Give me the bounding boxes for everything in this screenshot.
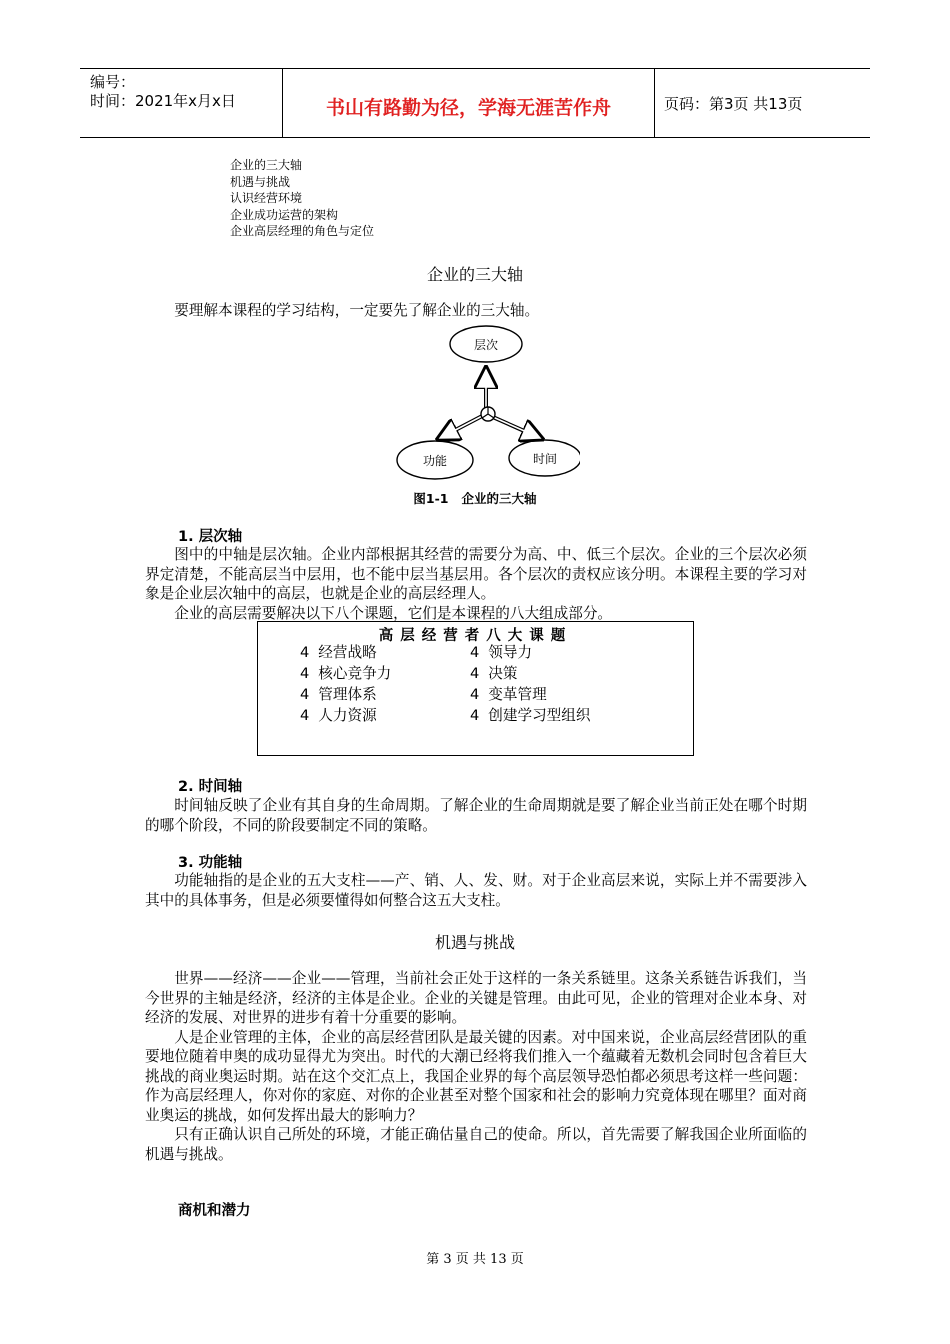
header-page-cell — [655, 69, 870, 137]
toc-item: 机遇与挑战 — [230, 174, 291, 189]
axis3-body — [145, 871, 807, 910]
heading-time-axis: 2. 时间轴 — [178, 779, 243, 795]
axis-line — [442, 414, 486, 437]
topic-item: 4 领导力 — [470, 644, 533, 661]
table-of-contents — [230, 157, 374, 240]
bullet-icon: 4 — [470, 707, 480, 724]
topic-item: 4 经营战略 — [300, 644, 377, 661]
topic-item: 4 变革管理 — [470, 686, 547, 703]
header-page-info: 页码：第3页 共13页 — [664, 95, 803, 113]
page-header — [80, 68, 870, 138]
header-slogan-cell — [283, 69, 655, 137]
topic-item: 4 创建学习型组织 — [470, 707, 591, 724]
paragraph: 功能轴指的是企业的五大支柱——产、销、人、发、财。对于企业高层来说，实际上并不需要涉入其中的具体事务，但是必须要懂得如何整合这五大支柱。 — [145, 872, 807, 909]
axis1-body — [145, 545, 807, 623]
left-node-label: 功能 — [422, 454, 448, 468]
bullet-icon: 4 — [470, 644, 480, 661]
paragraph: 要理解本课程的学习结构，一定要先了解企业的三大轴。 — [174, 302, 540, 319]
toc-item: 企业高层经理的角色与定位 — [230, 224, 375, 238]
topic-item: 4 核心竞争力 — [300, 665, 392, 682]
topic-item: 4 决策 — [470, 665, 518, 682]
paragraph: 企业的高层需要解决以下八个课题，它们是本课程的八大组成部分。 — [174, 604, 613, 622]
page-footer: 第 3 页 共 13 页 — [426, 1252, 524, 1267]
paragraph: 人是企业管理的主体，企业的高层经营团队是最关键的因素。对中国来说，企业高层经营团队的重要地位随着申奥的成功显得尤为突出。时代的大潮已经将我们推入一个蕴藏着无数机会同时包含着巨大挑战的商业奥运时期。站在这个交汇点上，我国企业界的每个高层领导恐怕都必须思考这样一些问题：作为高层经理人，你对你的家庭、对你的企业甚至对整个国家和社会的影响力究竟体现在哪里？面对商业奥运的挑战，如何发挥出最大的影响力？ — [145, 1028, 807, 1124]
paragraph: 图中的中轴是层次轴。企业内部根据其经营的需要分为高、中、低三个层次。企业的三个层次必须界定清楚，不能高层当中层用，也不能中层当基层用。各个层次的责权应该分明。本课程主要的学习对象是企业层次轴中的高层，也就是企业的高层经理人。 — [145, 546, 807, 602]
section2-body — [145, 969, 807, 1164]
heading-function-axis: 3. 功能轴 — [178, 855, 243, 871]
topic-item: 4 人力资源 — [300, 707, 377, 724]
topic-item: 4 管理体系 — [300, 686, 377, 703]
bullet-icon: 4 — [300, 644, 310, 661]
section-title-three-axes: 企业的三大轴 — [426, 265, 523, 284]
right-node-label: 时间 — [532, 452, 558, 466]
bullet-icon: 4 — [300, 665, 310, 682]
bullet-icon: 4 — [300, 707, 310, 724]
bullet-icon: 4 — [470, 665, 480, 682]
paragraph: 只有正确认识自己所处的环境，才能正确估量自己的使命。所以，首先需要了解我国企业所面临的机遇与挑战。 — [145, 1126, 807, 1163]
header-slogan: 书山有路勤为径，学海无涯苦作舟 — [325, 97, 611, 119]
section1-intro — [145, 301, 807, 321]
document-date-label: 时间：2021年x月x日 — [90, 92, 236, 110]
bullet-icon: 4 — [470, 686, 480, 703]
toc-item: 企业的三大轴 — [230, 158, 303, 172]
bullet-icon: 4 — [300, 686, 310, 703]
toc-item: 认识经营环境 — [230, 191, 303, 205]
topics-title: 高层经营者八大课题 — [378, 628, 573, 644]
eight-topics-box — [257, 621, 694, 756]
heading-business-potential: 商机和潜力 — [178, 1203, 251, 1219]
toc-item: 企业成功运营的架构 — [230, 207, 339, 222]
axis2-body — [145, 796, 807, 835]
section-title-opportunities: 机遇与挑战 — [434, 933, 515, 952]
header-meta-cell — [80, 69, 283, 137]
figure-caption: 图1-1 企业的三大轴 — [413, 491, 537, 506]
top-node-label: 层次 — [473, 338, 499, 352]
heading-level-axis: 1. 层次轴 — [178, 529, 243, 545]
three-axes-diagram — [380, 322, 580, 482]
paragraph: 时间轴反映了企业有其自身的生命周期。了解企业的生命周期就是要了解企业当前正处在哪个时期的哪个阶段，不同的阶段要制定不同的策略。 — [145, 797, 807, 834]
paragraph: 世界——经济——企业——管理，当前社会正处于这样的一条关系链里。这条关系链告诉我们，当今世界的主轴是经济，经济的主体是企业。企业的关键是管理。由此可见，企业的管理对企业本身、对经济的发展、对世界的进步有着十分重要的影响。 — [145, 970, 807, 1026]
document-number-label: 编号： — [90, 73, 136, 91]
